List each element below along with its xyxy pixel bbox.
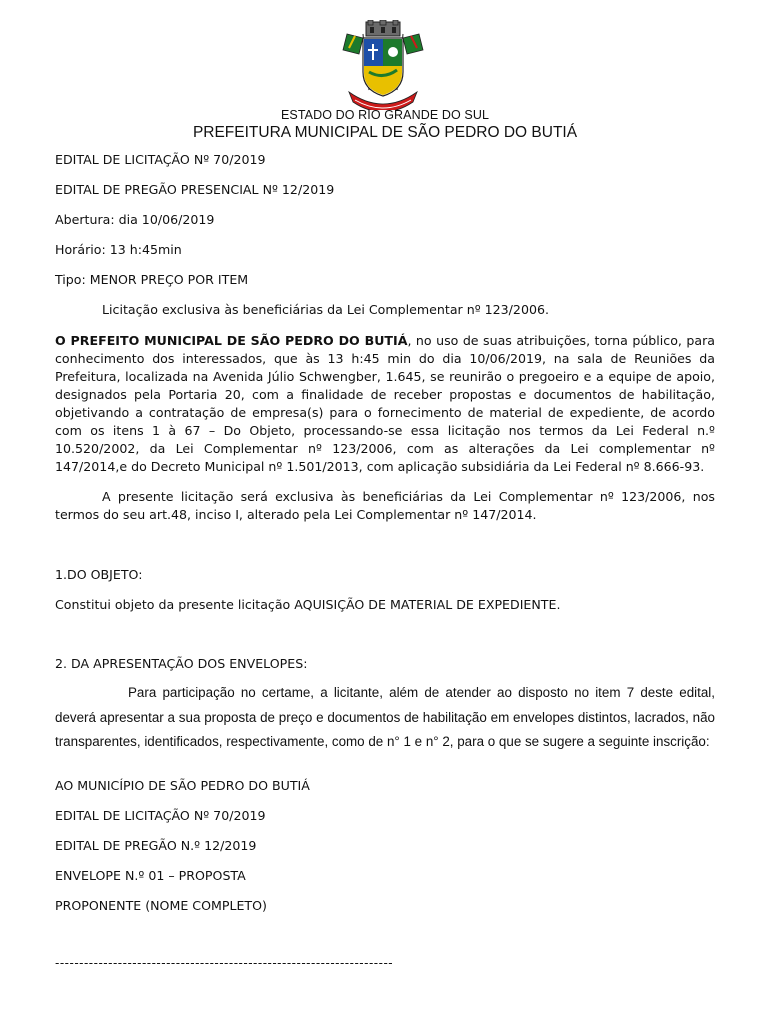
exclusiva-line: Licitação exclusiva às beneficiárias da Lei Complementar nº 123/2006. xyxy=(102,302,549,317)
edital-pregao-line: EDITAL DE PREGÃO PRESENCIAL Nº 12/2019 xyxy=(55,182,335,197)
coat-of-arms-icon xyxy=(333,20,433,110)
envelope-recipient: AO MUNICÍPIO DE SÃO PEDRO DO BUTIÁ xyxy=(55,778,310,793)
intro-body: , no uso de suas atribuições, torna público, para conhecimento dos interessados, que às 13 h:45 min do dia 10/06/2019, na sala de Reuniões da Prefeitura, localizada na Avenida Júlio Schwengber, 1.645, se reunirão o pregoeiro e a equipe de apoio, designados pela Portaria 20, com a finalidade de receber propostas e documentos de habilitação, objetivando a contratação de empresa(s) para o fornecimento de material de expediente, de acordo com os itens 1 à 67 – Do Objeto, processando-se essa licitação nos termos da Lei Federal n.º 10.520/2002, da Lei Complementar nº 123/2006, com as alterações da Lei complementar nº 147/2014,e do Decreto Municipal nº 1.501/2013, com aplicação subsidiária da Lei Federal nº 8.666-93. xyxy=(55,333,716,474)
state-name: ESTADO DO RIO GRANDE DO SUL xyxy=(280,108,490,122)
envelope-licitacao: EDITAL DE LICITAÇÃO Nº 70/2019 xyxy=(55,808,266,823)
envelope-pregao: EDITAL DE PREGÃO N.º 12/2019 xyxy=(55,838,257,853)
section2-text: Para participação no certame, a licitante, além de atender ao disposto no item 7 deste edital, deverá apresentar a sua proposta de preço e documentos de habilitação em envelopes distintos, lacrados, não transparentes, identificados, respectivamente, como de n° 1 e n° 2, para o que se sugere a seguinte inscrição: xyxy=(55,685,715,749)
horario-line: Horário: 13 h:45min xyxy=(55,242,182,257)
section1-text: Constitui objeto da presente licitação AQUISIÇÃO DE MATERIAL DE EXPEDIENTE. xyxy=(55,597,561,612)
municipality-title: PREFEITURA MUNICIPAL DE SÃO PEDRO DO BUTIÁ xyxy=(192,124,578,141)
exclusive-paragraph: A presente licitação será exclusiva às beneficiárias da Lei Complementar nº 123/2006, nos termos do seu art.48, inciso I, alterado pela Lei Complementar nº 147/2014. xyxy=(55,489,715,522)
envelope-proponente: PROPONENTE (NOME COMPLETO) xyxy=(55,898,267,913)
intro-paragraph xyxy=(55,332,715,476)
edital-licitacao-line: EDITAL DE LICITAÇÃO Nº 70/2019 xyxy=(55,152,266,167)
abertura-line: Abertura: dia 10/06/2019 xyxy=(55,212,215,227)
tipo-line: Tipo: MENOR PREÇO POR ITEM xyxy=(55,272,249,287)
envelope-number: ENVELOPE N.º 01 – PROPOSTA xyxy=(55,868,246,883)
section1-title: 1.DO OBJETO: xyxy=(55,567,143,582)
separator-line: ---------------------------------------------------------------------- xyxy=(55,956,394,970)
section2-title: 2. DA APRESENTAÇÃO DOS ENVELOPES: xyxy=(55,656,308,671)
intro-bold-lead: O PREFEITO MUNICIPAL DE SÃO PEDRO DO BUTIÁ xyxy=(55,333,408,348)
